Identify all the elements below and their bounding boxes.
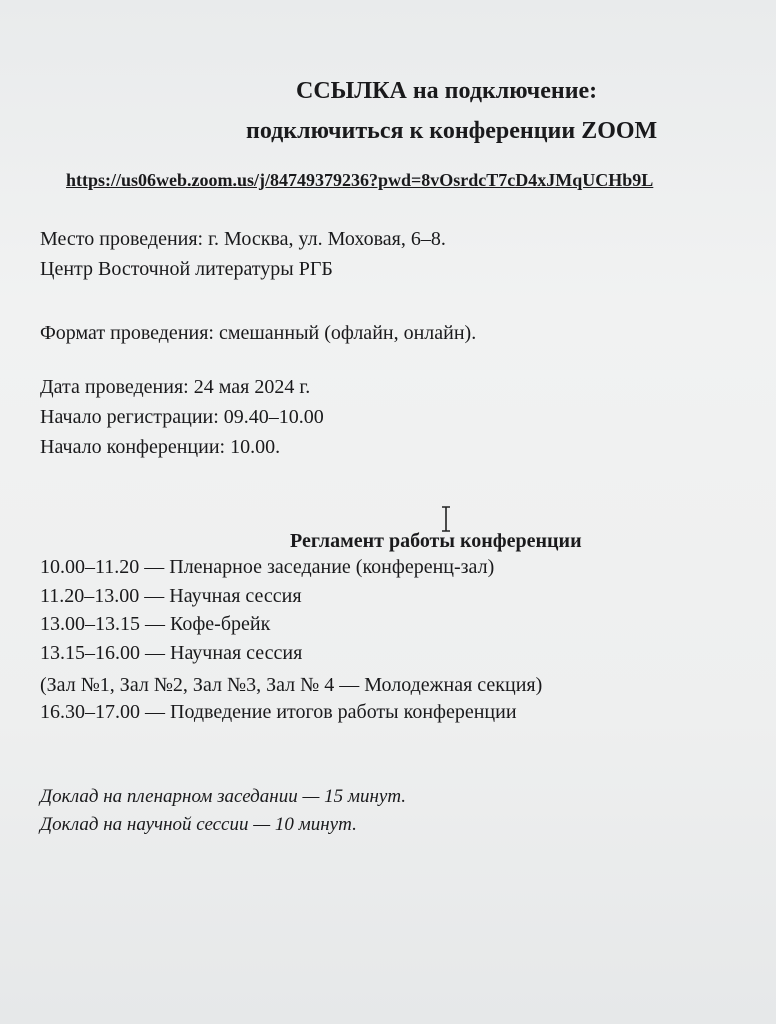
schedule-item: 16.30–17.00 — Подведение итогов работы конференции xyxy=(40,701,517,723)
schedule-item: 10.00–11.20 — Пленарное заседание (конференц-зал) xyxy=(40,556,495,578)
registration-time: Начало регистрации: 09.40–10.00 xyxy=(40,406,324,428)
note-session: Доклад на научной сессии — 10 минут. xyxy=(40,814,357,835)
schedule-heading: Регламент работы конференции xyxy=(290,530,582,552)
schedule-item: 13.00–13.15 — Кофе-брейк xyxy=(40,613,271,635)
schedule-item: (Зал №1, Зал №2, Зал №3, Зал № 4 — Молодежная секция) xyxy=(40,674,543,696)
conference-start: Начало конференции: 10.00. xyxy=(40,436,281,458)
event-format: Формат проведения: смешанный (офлайн, онлайн). xyxy=(40,322,477,344)
venue-place: Место проведения: г. Москва, ул. Моховая, 6–8. xyxy=(40,228,446,250)
venue-center: Центр Восточной литературы РГБ xyxy=(40,258,333,280)
schedule-item: 13.15–16.00 — Научная сессия xyxy=(40,642,303,664)
zoom-link[interactable]: https://us06web.zoom.us/j/84749379236?pwd=8vOsrdcT7cD4xJMqUCHb9L xyxy=(66,170,654,190)
page-title: ССЫЛКА на подключение: xyxy=(296,78,598,104)
text-cursor-icon xyxy=(440,506,452,532)
event-date: Дата проведения: 24 мая 2024 г. xyxy=(40,376,311,398)
page-subtitle: подключиться к конференции ZOOM xyxy=(246,118,658,144)
schedule-item: 11.20–13.00 — Научная сессия xyxy=(40,585,302,607)
note-plenary: Доклад на пленарном заседании — 15 минут. xyxy=(40,786,407,807)
